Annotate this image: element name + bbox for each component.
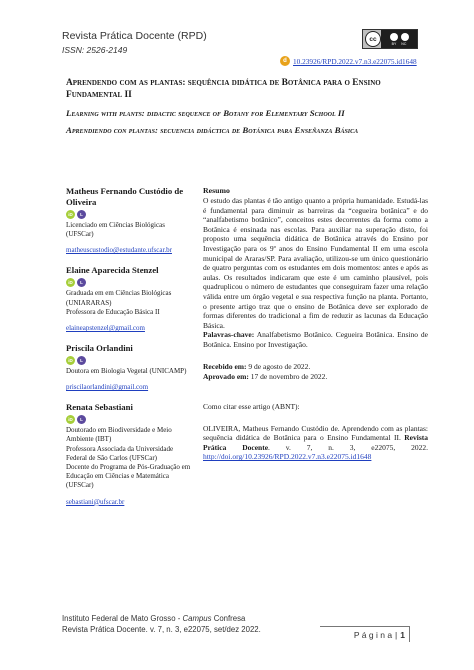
footer-reference: Revista Prática Docente. v. 7, n. 3, e22075, set/dez 2022. <box>62 624 261 634</box>
author-affiliation: Licenciado em Ciências Biológicas (UFSCar) <box>66 221 165 239</box>
page-number: 1 <box>400 629 405 640</box>
title-spanish: Aprendiendo con plantas: secuencia didáctica de Botánica para Enseñanza Básica <box>66 124 359 135</box>
title-portuguese: Aprendendo com as plantas: sequência didática de Botânica para o Ensino Fundamental II <box>66 78 381 100</box>
author-email[interactable]: matheuscustodio@estudante.ufscar.br <box>66 246 172 255</box>
lattes-icon[interactable]: L <box>77 210 86 219</box>
keywords-label: Palavras-chave: <box>203 330 255 340</box>
author-email[interactable]: priscilaorlandini@gmail.com <box>66 383 149 392</box>
orcid-icon[interactable]: iD <box>66 278 75 287</box>
cc-license-terms <box>381 30 417 48</box>
author-name: Renata Sebastiani <box>66 402 133 413</box>
footer-institution: Instituto Federal de Mato Grosso - Campus Confresa <box>62 614 246 623</box>
abstract-body: O estudo das plantas é tão antigo quanto a própria humanidade. Estudá-las é fundamental para diminuir as barreiras da “cegueira botânica” e do “analfabetismo botânico”, conceitos estes decorrentes da forma como a Botânica é ensinada nas escolas. Para auxiliar na superação disto, foi proposto uma sequência didática de Botânica através do Ensino por Investigação para os 9º anos do Ensino Fundamental II em uma escola municipal de Araras/SP. Para avaliação, utilizou-se um único questionário de quatro perguntas com os estudantes em dois momentos: antes e após as aulas. Os resultados indicaram que este é um caminho plausível, pois quadruplicou o número de estudantes que conseguiram fazer uma relação válida entre um órgão vegetal e sua respectiva função na planta. Portanto, o presente artigo traz que o ensino de Botânica deve ser explorado de formas diferentes do tradicional a fim de reduzir as lacunas da Educação Básica. <box>203 196 428 330</box>
lattes-icon[interactable]: L <box>77 278 86 287</box>
cc-by-label: BY <box>391 41 397 46</box>
citation-body <box>203 424 428 462</box>
author-affiliation: Doutora em Biologia Vegetal (UNICAMP) <box>66 367 187 376</box>
received-value: 9 de agosto de 2022. <box>248 361 311 371</box>
citation-label: Como citar esse artigo (ABNT): <box>203 401 300 411</box>
lattes-icon[interactable]: L <box>77 356 86 365</box>
journal-issn: ISSN: 2526-2149 <box>62 45 128 55</box>
received-label: Recebido em: <box>203 361 247 371</box>
author-icons <box>66 356 194 365</box>
approved-date <box>203 372 428 382</box>
page-number-box <box>320 626 410 642</box>
author-icons <box>66 415 194 424</box>
orcid-icon[interactable]: iD <box>66 415 75 424</box>
author-block <box>66 343 194 394</box>
author-icons <box>66 210 194 219</box>
cc-logo: cc <box>365 31 381 47</box>
by-icon <box>390 33 398 41</box>
author-name: Elaine Aparecida Stenzel <box>66 265 159 276</box>
author-icons <box>66 278 194 287</box>
approved-value: 17 de novembro de 2022. <box>250 371 328 381</box>
received-date <box>203 362 428 372</box>
author-block <box>66 402 194 508</box>
citation-journal: Revista Prática Docente <box>203 433 429 452</box>
citation-details: . v. 7, n. 3, e22075, 2022. <box>268 442 428 452</box>
author-block <box>66 265 194 335</box>
orcid-icon[interactable]: iD <box>66 356 75 365</box>
authors-column <box>66 186 194 517</box>
author-affiliation: Doutorado em Biodiversidade e Meio Ambiente (IBT) <box>66 426 172 444</box>
page-label: P á g i n a <box>353 629 393 640</box>
citation-text: OLIVEIRA, Matheus Fernando Custódio de. Aprendendo com as plantas: sequência didática de Botânica para o Ensino Fundamental II. <box>203 423 428 443</box>
doi-row <box>280 56 417 66</box>
author-email[interactable]: elaineapstenzel@gmail.com <box>66 324 145 333</box>
doi-link[interactable]: 10.23926/RPD.2022.v7.n3.e22075.id1648 <box>293 56 417 66</box>
submission-dates <box>203 362 428 382</box>
abstract-heading: Resumo <box>203 186 230 195</box>
page-separator: | <box>395 629 398 640</box>
author-name: Matheus Fernando Custódio de Oliveira <box>66 186 184 207</box>
citation-link[interactable]: http://doi.org/10.23926/RPD.2022.v7.n3.e22075.id1648 <box>203 452 372 462</box>
orcid-icon[interactable]: iD <box>66 210 75 219</box>
author-affiliation: Graduada em em Ciências Biológicas (UNIARARAS) <box>66 289 172 307</box>
article-main <box>203 186 428 462</box>
article-titles <box>66 77 436 136</box>
footer-text <box>62 614 261 635</box>
author-role: Professora de Educação Básica II <box>66 307 160 316</box>
journal-info <box>62 30 207 55</box>
title-english: Learning with plants: didactic sequence of Botany for Elementary School II <box>66 108 345 118</box>
keywords <box>203 330 428 349</box>
cc-nc-label: NC <box>401 41 407 46</box>
creative-commons-icon[interactable] <box>362 29 418 49</box>
author-email[interactable]: sebastiani@ufscar.br <box>66 497 125 506</box>
keywords-text: Analfabetismo Botânico. Cegueira Botânica. Ensino de Botânica. Ensino por Investigação. <box>203 330 428 349</box>
author-role: Professora Associada da Universidade Federal de São Carlos (UFSCar) <box>66 444 174 462</box>
author-role: Docente do Programa de Pós-Graduação em Educação em Ciências e Matemática (UFSCar) <box>66 463 191 490</box>
author-block <box>66 186 194 257</box>
author-name: Priscila Orlandini <box>66 343 133 354</box>
nc-icon <box>401 33 409 41</box>
lattes-icon[interactable]: L <box>77 415 86 424</box>
approved-label: Aprovado em: <box>203 371 249 381</box>
journal-title: Revista Prática Docente (RPD) <box>62 30 207 42</box>
doi-icon: d <box>280 56 290 66</box>
